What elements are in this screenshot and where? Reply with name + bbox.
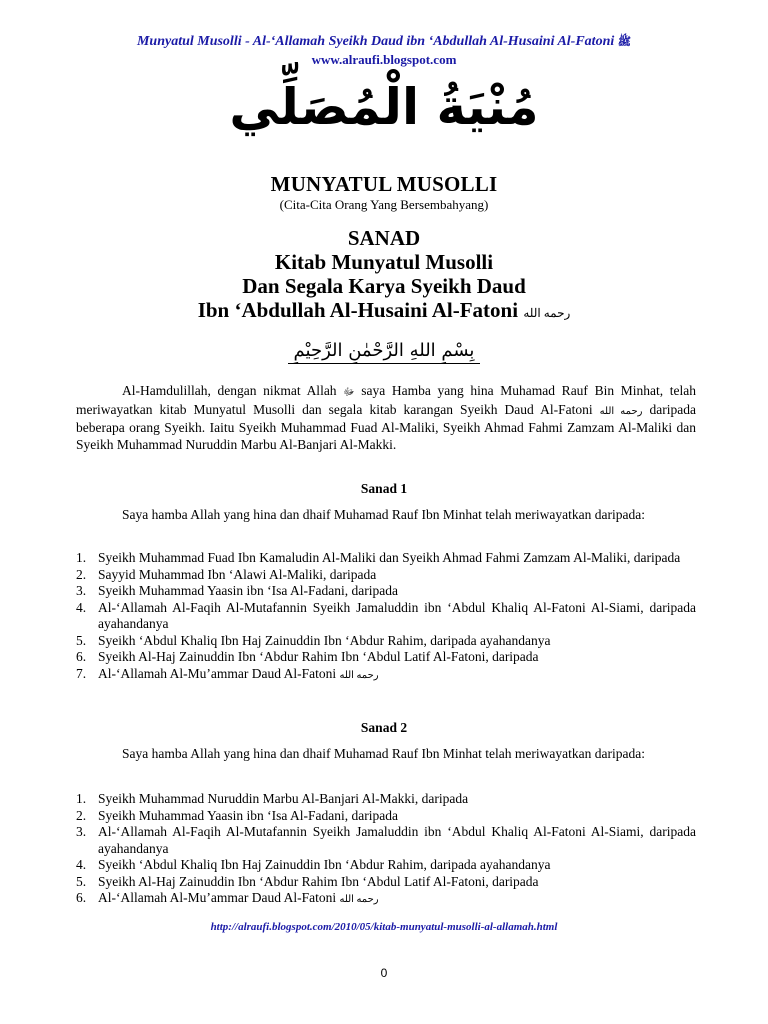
list-item-text: Sayyid Muhammad Ibn ‘Alawi Al-Maliki, daripada xyxy=(98,566,377,582)
list-item-text: Syeikh Muhammad Nuruddin Marbu Al-Banjari Al-Makki, daripada xyxy=(98,791,469,806)
list-item xyxy=(76,824,696,857)
footer-url-link[interactable]: http://alraufi.blogspot.com/2010/05/kitab-munyatul-musolli-al-allamah.html xyxy=(210,921,558,933)
intro-honorific-daud: رحمه الله xyxy=(599,405,643,417)
list-item-number: 4. xyxy=(76,599,87,615)
sanad-heading-line2: Kitab Munyatul Musolli xyxy=(274,250,494,274)
list-item-number: 7. xyxy=(76,665,87,681)
list-item xyxy=(76,583,696,600)
sanad-heading-line4 xyxy=(0,298,768,325)
list-item-number: 3. xyxy=(76,583,87,598)
list-item-text: Syeikh Al-Haj Zainuddin Ibn ‘Abdur Rahim Ibn ‘Abdul Latif Al-Fatoni, daripada xyxy=(98,873,539,889)
list-item xyxy=(76,649,696,666)
list-item-text: Al-‘Allamah Al-Faqih Al-Mutafannin Syeikh Jamaluddin ibn ‘Abdul Khaliq Al-Fatoni Al-Siami, daripada ayahandanya xyxy=(98,824,696,856)
list-item-number: 2. xyxy=(76,566,87,582)
list-item-number: 2. xyxy=(76,807,87,823)
list-item xyxy=(76,567,696,584)
intro-honorific-allah: ﷻ xyxy=(343,387,355,398)
list-item-number: 1. xyxy=(76,791,87,806)
header-title-honorific: ﷺ xyxy=(617,36,632,48)
header-url-link[interactable]: www.alraufi.blogspot.com xyxy=(311,52,457,67)
sanad-heading-line3: Dan Segala Karya Syeikh Daud xyxy=(242,274,526,298)
intro-paragraph xyxy=(76,383,696,453)
basmala-calligraphy xyxy=(0,340,768,364)
list-item-number: 4. xyxy=(76,857,87,872)
arabic-title: مُنْيَةُ الْمُصَلِّي xyxy=(229,78,539,136)
basmala-text: بِسْمِ اللهِ الرَّحْمٰنِ الرَّحِيْمِ xyxy=(288,340,481,364)
list-item-text: Al-‘Allamah Al-Mu’ammar Daud Al-Fatoni xyxy=(98,665,337,681)
list-item xyxy=(76,808,696,825)
list-item-text: Syeikh ‘Abdul Khaliq Ibn Haj Zainuddin Ibn ‘Abdur Rahim, daripada ayahandanya xyxy=(98,857,551,872)
intro-part1: Al-Hamdulillah, dengan nikmat Allah xyxy=(122,383,337,398)
sanad-heading xyxy=(0,226,768,325)
sanad2-intro: Saya hamba Allah yang hina dan dhaif Muhamad Rauf Ibn Minhat telah meriwayatkan daripada: xyxy=(122,746,645,761)
list-item xyxy=(76,890,696,909)
list-item xyxy=(76,874,696,891)
list-item-number: 3. xyxy=(76,824,87,839)
page-number: 0 xyxy=(380,966,388,980)
list-item-honorific: رحمه الله xyxy=(339,894,379,905)
list-item-text: Syeikh Muhammad Yaasin ibn ‘Isa Al-Fadani, daripada xyxy=(98,583,398,598)
sanad2-heading: Sanad 2 xyxy=(360,720,408,735)
intro-part3: daripada beberapa orang Syeikh. Iaitu Syeikh Muhammad Fuad Al-Maliki, Syeikh Ahmad Fahmi Zamzam Al-Maliki dan Syeikh Muhammad Nuruddin Marbu Al-Banjari Al-Makki. xyxy=(76,401,696,452)
list-item-number: 6. xyxy=(76,649,87,664)
list-item xyxy=(76,550,696,567)
list-item-text: Syeikh Al-Haj Zainuddin Ibn ‘Abdur Rahim Ibn ‘Abdul Latif Al-Fatoni, daripada xyxy=(98,649,539,664)
list-item-text: Syeikh ‘Abdul Khaliq Ibn Haj Zainuddin Ibn ‘Abdur Rahim, daripada ayahandanya xyxy=(98,632,551,648)
sanad-heading-line1: SANAD xyxy=(347,226,421,250)
sanad1-list xyxy=(76,550,696,684)
list-item-text: Al-‘Allamah Al-Mu’ammar Daud Al-Fatoni xyxy=(98,890,337,905)
list-item-text: Syeikh Muhammad Yaasin ibn ‘Isa Al-Fadani, daripada xyxy=(98,807,398,823)
main-title: MUNYATUL MUSOLLI xyxy=(270,172,498,196)
subtitle: (Cita-Cita Orang Yang Bersembahyang) xyxy=(279,197,489,212)
list-item xyxy=(76,600,696,633)
intro-part2: saya Hamba yang hina Muhamad Rauf Bin Minhat, telah meriwayatkan kitab Munyatul Musolli dan segala kitab karangan Syeikh Daud Al-Fatoni xyxy=(76,383,697,417)
sanad-heading-line4-text: Ibn ‘Abdullah Al-Husaini Al-Fatoni xyxy=(197,298,519,322)
sanad1-heading: Sanad 1 xyxy=(360,481,408,496)
header-title-text: Munyatul Musolli - Al-‘Allamah Syeikh Daud ibn ‘Abdullah Al-Husaini Al-Fatoni xyxy=(136,34,615,49)
list-item-number: 5. xyxy=(76,632,87,648)
list-item-honorific: رحمه الله xyxy=(339,669,379,681)
list-item xyxy=(76,791,696,808)
sanad1-intro: Saya hamba Allah yang hina dan dhaif Muhamad Rauf Ibn Minhat telah meriwayatkan daripada: xyxy=(122,507,645,522)
sanad-heading-honorific: رحمه الله xyxy=(523,306,571,320)
sanad2-list xyxy=(76,791,696,909)
list-item-number: 1. xyxy=(76,550,87,565)
list-item-number: 5. xyxy=(76,873,87,889)
list-item xyxy=(76,857,696,874)
list-item-text: Al-‘Allamah Al-Faqih Al-Mutafannin Syeikh Jamaluddin ibn ‘Abdul Khaliq Al-Fatoni Al-Siami, daripada ayahandanya xyxy=(98,599,696,631)
list-item-number: 6. xyxy=(76,890,87,905)
list-item xyxy=(76,666,696,685)
list-item xyxy=(76,633,696,650)
list-item-text: Syeikh Muhammad Fuad Ibn Kamaludin Al-Maliki dan Syeikh Ahmad Fahmi Zamzam Al-Maliki, daripada xyxy=(98,550,681,565)
header-title xyxy=(0,34,768,51)
